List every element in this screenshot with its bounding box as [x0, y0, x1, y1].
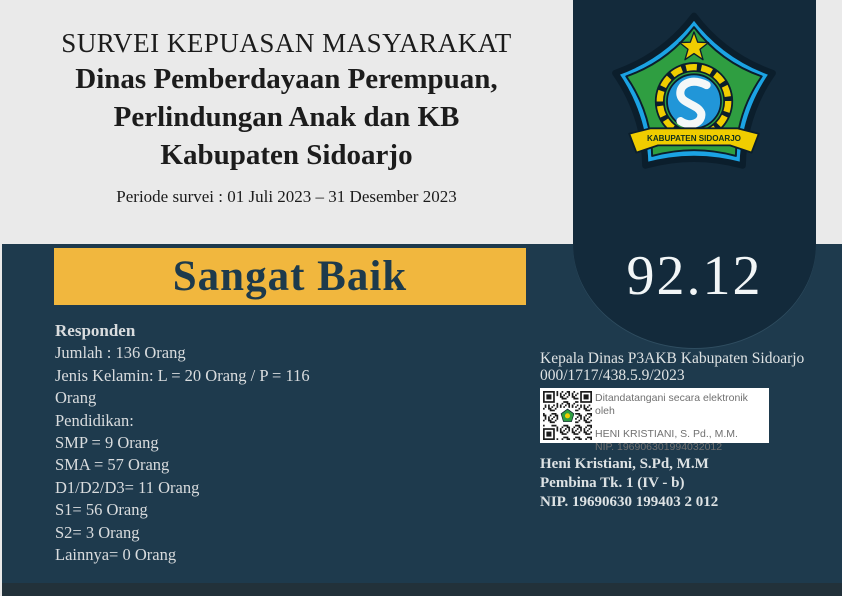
qr-center-logo-icon	[560, 408, 576, 424]
stamp-statement: Ditandatangani secara elektronik oleh	[595, 392, 748, 417]
stamp-text	[595, 388, 769, 454]
bottom-strip	[2, 583, 842, 596]
respondents-block	[55, 320, 485, 566]
respondent-line: Lainnya= 0 Orang	[55, 545, 177, 565]
respondent-line: S2= 3 Orang	[55, 522, 140, 542]
electronic-signature-stamp	[540, 388, 769, 453]
respondent-line: Jenis Kelamin: L = 20 Orang / P = 116	[55, 365, 310, 385]
respondent-line: S1= 56 Orang	[55, 500, 148, 520]
respondent-line: SMA = 57 Orang	[55, 455, 170, 475]
page-title: SURVEI KEPUASAN MASYARAKAT	[61, 28, 512, 58]
signature-doc-number: 000/1717/438.5.9/2023	[540, 367, 685, 384]
org-name-line3: Kabupaten Sidoarjo	[160, 139, 413, 171]
signer-rank: Pembina Tk. 1 (IV - b)	[540, 475, 685, 491]
signer-identity	[540, 455, 835, 512]
signature-block	[540, 350, 835, 512]
rating-banner	[54, 248, 526, 305]
emblem-ribbon-text: KABUPATEN SIDOARJO	[647, 133, 741, 143]
respondents-heading: Responden	[55, 321, 136, 340]
qr-code	[543, 391, 592, 440]
org-name-line1: Dinas Pemberdayaan Perempuan,	[75, 63, 498, 95]
stamp-signer-name: HENI KRISTIANI, S. Pd., M.M.	[595, 428, 738, 440]
signer-nip: NIP. 19690630 199403 2 012	[540, 494, 719, 510]
respondent-line: D1/D2/D3= 11 Orang	[55, 477, 200, 497]
rating-label: Sangat Baik	[172, 253, 408, 300]
stamp-signer-nip: NIP. 196906301994032012	[595, 441, 723, 453]
signature-title: Kepala Dinas P3AKB Kabupaten Sidoarjo	[540, 350, 805, 367]
org-name-line2: Perlindungan Anak dan KB	[113, 101, 460, 133]
respondent-line: Jumlah : 136 Orang	[55, 343, 186, 363]
respondent-line: SMP = 9 Orang	[55, 433, 159, 453]
respondent-line: Pendidikan:	[55, 410, 134, 430]
score-value: 92.12	[626, 245, 763, 307]
header	[0, 0, 573, 244]
kabupaten-sidoarjo-emblem-icon	[604, 11, 784, 179]
signer-name: Heni Kristiani, S.Pd, M.M	[540, 456, 709, 472]
survey-period: Periode survei : 01 Juli 2023 – 31 Desember 2023	[116, 187, 457, 206]
right-panel	[573, 0, 816, 348]
respondent-line: Orang	[55, 388, 97, 408]
